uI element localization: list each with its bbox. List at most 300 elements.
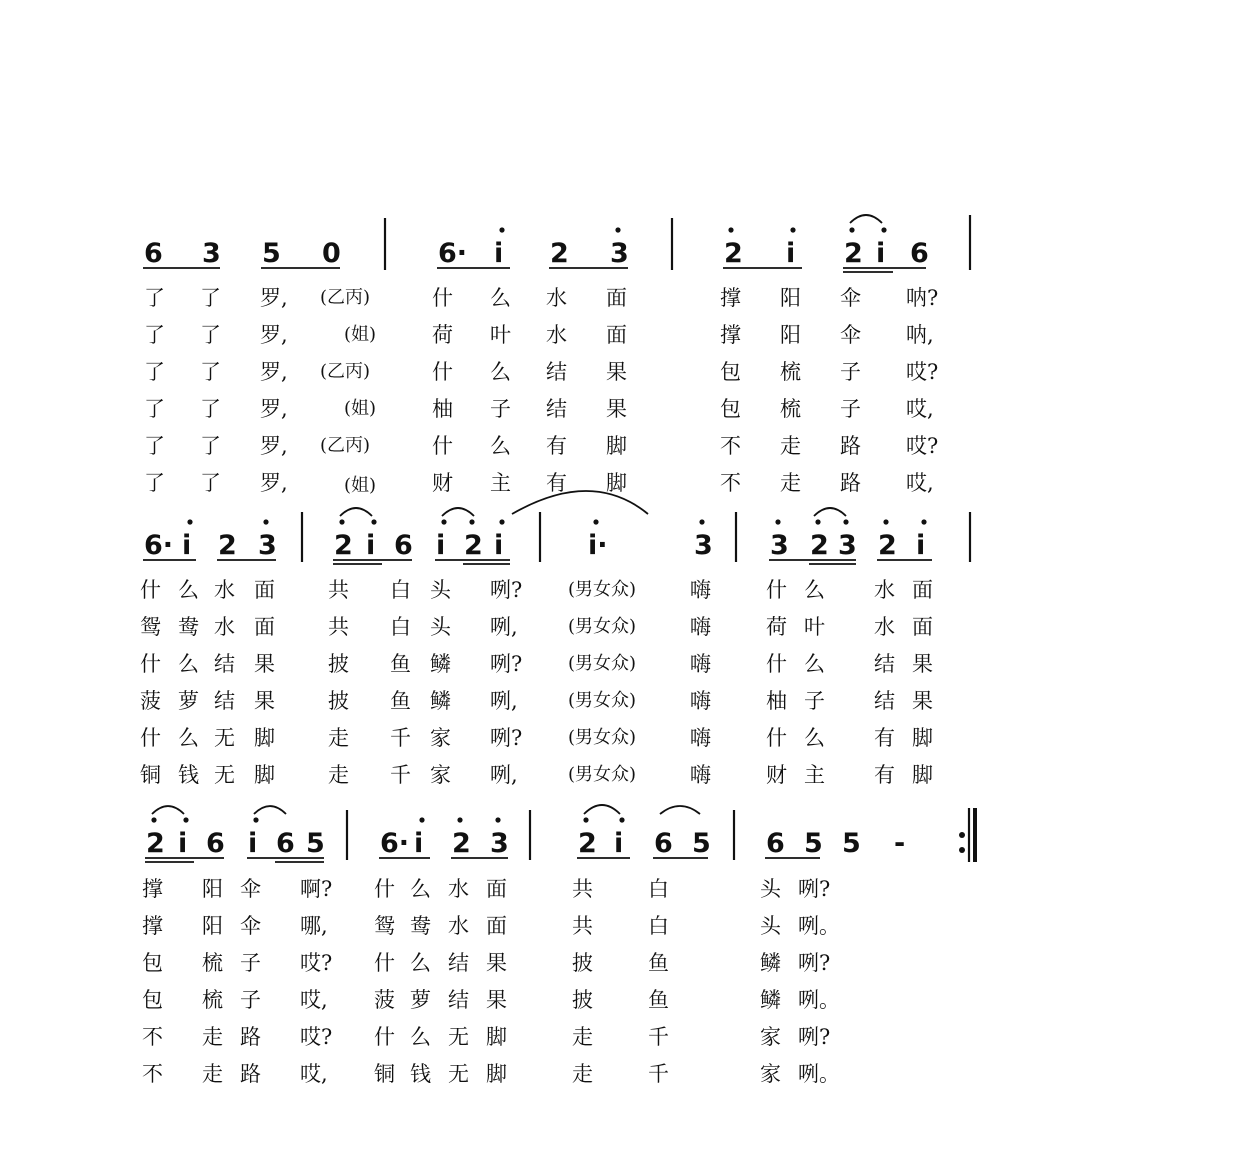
note: i bbox=[414, 828, 424, 859]
note: 2 bbox=[146, 828, 165, 859]
octave-dot bbox=[263, 519, 268, 524]
lyric-aside: (男女众) bbox=[568, 616, 637, 637]
lyric: 鸳 bbox=[140, 615, 161, 639]
lyric: 荷 bbox=[766, 615, 787, 639]
lyric: 什 bbox=[432, 286, 453, 310]
lyric: 不 bbox=[720, 434, 741, 458]
lyric: 包 bbox=[142, 951, 163, 975]
lyric-aside: (男女众) bbox=[568, 690, 637, 711]
lyric: 撑 bbox=[720, 323, 741, 347]
lyric: 鸯 bbox=[410, 914, 431, 938]
lyric: 哪, bbox=[300, 914, 328, 938]
slur bbox=[512, 491, 648, 514]
lyric: 萝 bbox=[410, 988, 431, 1012]
notation-row bbox=[145, 805, 975, 862]
note: 2 bbox=[878, 530, 897, 561]
lyric: 铜 bbox=[140, 763, 161, 787]
lyric: 么 bbox=[410, 877, 431, 901]
lyric: 水 bbox=[874, 578, 895, 602]
lyric: 了 bbox=[144, 434, 165, 458]
lyric: 头 bbox=[430, 578, 451, 602]
lyric: 水 bbox=[546, 323, 567, 347]
lyric: 包 bbox=[720, 397, 741, 421]
lyric: 撑 bbox=[142, 877, 163, 901]
note: 5 bbox=[306, 828, 325, 859]
note: 2 bbox=[464, 530, 483, 561]
lyric: 有 bbox=[874, 763, 895, 787]
lyric: 哎? bbox=[300, 1025, 333, 1049]
lyric: 咧? bbox=[490, 578, 523, 602]
notation-row bbox=[143, 215, 970, 272]
lyric: 咧。 bbox=[798, 1062, 840, 1086]
octave-dot bbox=[419, 817, 424, 822]
lyric: 什 bbox=[432, 360, 453, 384]
lyric: 果 bbox=[912, 652, 933, 676]
lyric: 家 bbox=[760, 1062, 781, 1086]
note: 3 bbox=[694, 530, 713, 561]
lyric: 咧, bbox=[490, 763, 518, 787]
lyric: 荷 bbox=[432, 323, 453, 347]
lyric: 鳞 bbox=[760, 988, 781, 1012]
lyric: 伞 bbox=[240, 877, 261, 901]
lyric: 了 bbox=[144, 323, 165, 347]
note: 2 bbox=[810, 530, 829, 561]
lyric: 阳 bbox=[780, 286, 801, 310]
lyric: 共 bbox=[328, 578, 349, 602]
lyric: 脚 bbox=[486, 1062, 507, 1086]
lyric: 伞 bbox=[840, 286, 861, 310]
lyric: 鱼 bbox=[648, 951, 669, 975]
lyric: 柚 bbox=[432, 397, 453, 421]
lyric: 柚 bbox=[766, 689, 787, 713]
lyric: 罗, bbox=[260, 286, 288, 310]
lyric: 头 bbox=[430, 615, 451, 639]
lyric: 嗨 bbox=[690, 615, 711, 639]
lyric: 水 bbox=[214, 578, 235, 602]
note: i bbox=[916, 530, 926, 561]
lyric: 叶 bbox=[490, 323, 511, 347]
lyric: 果 bbox=[254, 689, 275, 713]
note: 5 bbox=[804, 828, 823, 859]
lyric: 千 bbox=[390, 726, 411, 750]
lyric: 什 bbox=[140, 652, 161, 676]
lyric: 什 bbox=[140, 726, 161, 750]
lyric: 结 bbox=[546, 397, 567, 421]
lyric: 水 bbox=[448, 914, 469, 938]
lyric: 家 bbox=[430, 726, 451, 750]
lyric: 结 bbox=[546, 360, 567, 384]
lyric: 撑 bbox=[720, 286, 741, 310]
note: 5 bbox=[262, 238, 281, 269]
note: 5 bbox=[692, 828, 711, 859]
lyrics-block bbox=[144, 286, 938, 496]
lyric: 不 bbox=[142, 1025, 163, 1049]
lyric: 么 bbox=[178, 726, 199, 750]
note: i· bbox=[588, 530, 608, 561]
lyrics-block bbox=[142, 877, 840, 1086]
lyric: 鱼 bbox=[648, 988, 669, 1012]
lyric: 了 bbox=[200, 360, 221, 384]
lyric: 什 bbox=[432, 434, 453, 458]
lyric: 包 bbox=[720, 360, 741, 384]
octave-dot bbox=[499, 519, 504, 524]
lyric: 么 bbox=[410, 1025, 431, 1049]
lyric: 白 bbox=[648, 877, 669, 901]
lyric: 主 bbox=[804, 763, 825, 787]
octave-dot bbox=[457, 817, 462, 822]
lyric: 哎, bbox=[906, 471, 934, 495]
octave-dot bbox=[815, 519, 820, 524]
note: i bbox=[876, 238, 886, 269]
lyric: 阳 bbox=[780, 323, 801, 347]
lyric: 脚 bbox=[606, 434, 627, 458]
lyric: 千 bbox=[390, 763, 411, 787]
slur bbox=[152, 806, 184, 814]
slur bbox=[584, 805, 620, 814]
note: 2 bbox=[578, 828, 597, 859]
octave-dot bbox=[790, 227, 795, 232]
lyric: 头 bbox=[760, 877, 781, 901]
lyric: 不 bbox=[720, 471, 741, 495]
lyric-aside: (男女众) bbox=[568, 653, 637, 674]
lyric: 咧? bbox=[490, 726, 523, 750]
lyric: 什 bbox=[374, 1025, 395, 1049]
lyric: 共 bbox=[572, 877, 593, 901]
octave-dot bbox=[495, 817, 500, 822]
lyric: 鸳 bbox=[374, 914, 395, 938]
lyric: 果 bbox=[912, 689, 933, 713]
lyric: 披 bbox=[572, 951, 593, 975]
lyric: 罗, bbox=[260, 397, 288, 421]
note: 6· bbox=[380, 828, 410, 859]
lyric: 无 bbox=[448, 1025, 469, 1049]
lyric: 白 bbox=[390, 578, 411, 602]
lyric: 了 bbox=[144, 286, 165, 310]
lyric: 么 bbox=[410, 951, 431, 975]
lyric: 什 bbox=[374, 951, 395, 975]
lyric: 梳 bbox=[780, 360, 801, 384]
note: 2 bbox=[550, 238, 569, 269]
lyric: 鱼 bbox=[390, 652, 411, 676]
octave-dot bbox=[499, 227, 504, 232]
lyric: 阳 bbox=[202, 914, 223, 938]
lyric: 白 bbox=[390, 615, 411, 639]
lyric: 鱼 bbox=[390, 689, 411, 713]
note: 2 bbox=[724, 238, 743, 269]
lyric: 路 bbox=[840, 434, 861, 458]
note: 3 bbox=[610, 238, 629, 269]
lyric: 呐, bbox=[906, 323, 934, 347]
system-1 bbox=[143, 215, 970, 496]
octave-dot bbox=[253, 817, 258, 822]
lyric: 果 bbox=[486, 988, 507, 1012]
lyric: 路 bbox=[840, 471, 861, 495]
note: 2 bbox=[844, 238, 863, 269]
octave-dot bbox=[469, 519, 474, 524]
lyric: 什 bbox=[766, 726, 787, 750]
lyric: 千 bbox=[648, 1025, 669, 1049]
lyric: 果 bbox=[606, 397, 627, 421]
lyric: 子 bbox=[240, 988, 261, 1012]
note: 6 bbox=[394, 530, 413, 561]
lyric: 梳 bbox=[202, 951, 223, 975]
lyric: 嗨 bbox=[690, 726, 711, 750]
lyric: 哎, bbox=[300, 1062, 328, 1086]
lyric: 面 bbox=[606, 323, 627, 347]
lyric: 鳞 bbox=[760, 951, 781, 975]
octave-dot bbox=[371, 519, 376, 524]
note: 5 bbox=[842, 828, 861, 859]
slur bbox=[442, 508, 474, 516]
lyric: 咧? bbox=[798, 951, 831, 975]
lyric: 哎? bbox=[300, 951, 333, 975]
note: i bbox=[786, 238, 796, 269]
lyric: 水 bbox=[448, 877, 469, 901]
lyric: 有 bbox=[546, 471, 567, 495]
lyric: 哎? bbox=[906, 360, 939, 384]
lyric: 鳞 bbox=[430, 689, 451, 713]
lyric-aside: (乙丙) bbox=[320, 361, 371, 382]
octave-dot bbox=[339, 519, 344, 524]
octave-dot bbox=[699, 519, 704, 524]
note: 6 bbox=[766, 828, 785, 859]
lyric: 啊? bbox=[300, 877, 333, 901]
lyric: 嗨 bbox=[690, 763, 711, 787]
lyric: 钱 bbox=[410, 1062, 431, 1086]
slur bbox=[814, 508, 846, 516]
lyric: 无 bbox=[448, 1062, 469, 1086]
lyric: 伞 bbox=[240, 914, 261, 938]
octave-dot bbox=[849, 227, 854, 232]
note: 2 bbox=[334, 530, 353, 561]
system-3 bbox=[142, 805, 975, 1086]
lyric: 财 bbox=[766, 763, 787, 787]
lyric: 家 bbox=[760, 1025, 781, 1049]
lyric-aside: (乙丙) bbox=[320, 287, 371, 308]
lyric: 面 bbox=[254, 615, 275, 639]
lyric-aside: (姐) bbox=[344, 324, 377, 345]
note: 6· bbox=[144, 530, 174, 561]
lyric: 子 bbox=[490, 397, 511, 421]
octave-dot bbox=[843, 519, 848, 524]
lyric: 水 bbox=[546, 286, 567, 310]
lyrics-block bbox=[140, 578, 933, 787]
octave-dot bbox=[151, 817, 156, 822]
note: 6· bbox=[438, 238, 468, 269]
lyric: 什 bbox=[766, 578, 787, 602]
lyric: 果 bbox=[486, 951, 507, 975]
lyric: 罗, bbox=[260, 360, 288, 384]
lyric: 鳞 bbox=[430, 652, 451, 676]
lyric: 了 bbox=[144, 397, 165, 421]
lyric: 财 bbox=[432, 471, 453, 495]
lyric: 什 bbox=[374, 877, 395, 901]
lyric: 哎? bbox=[906, 434, 939, 458]
lyric: 头 bbox=[760, 914, 781, 938]
octave-dot bbox=[881, 227, 886, 232]
lyric-aside: (男女众) bbox=[568, 579, 637, 600]
lyric: 走 bbox=[202, 1062, 223, 1086]
lyric: 了 bbox=[144, 360, 165, 384]
lyric: 咧? bbox=[798, 877, 831, 901]
notation-row bbox=[143, 491, 970, 564]
lyric: 面 bbox=[254, 578, 275, 602]
note: i bbox=[494, 238, 504, 269]
lyric: 不 bbox=[142, 1062, 163, 1086]
lyric: 呐? bbox=[906, 286, 939, 310]
lyric: 结 bbox=[214, 652, 235, 676]
lyric: 走 bbox=[780, 434, 801, 458]
lyric: 么 bbox=[178, 578, 199, 602]
lyric: 走 bbox=[780, 471, 801, 495]
lyric: 子 bbox=[804, 689, 825, 713]
lyric: 面 bbox=[912, 578, 933, 602]
lyric: 脚 bbox=[606, 471, 627, 495]
octave-dot bbox=[187, 519, 192, 524]
lyric: 走 bbox=[572, 1025, 593, 1049]
octave-dot bbox=[615, 227, 620, 232]
lyric: 子 bbox=[840, 360, 861, 384]
lyric: 菠 bbox=[140, 689, 161, 713]
lyric: 嗨 bbox=[690, 689, 711, 713]
lyric: 铜 bbox=[374, 1062, 395, 1086]
lyric: 菠 bbox=[374, 988, 395, 1012]
lyric: 咧, bbox=[490, 689, 518, 713]
lyric: 么 bbox=[490, 286, 511, 310]
octave-dot bbox=[728, 227, 733, 232]
octave-dot bbox=[619, 817, 624, 822]
octave-dot bbox=[921, 519, 926, 524]
note: 6 bbox=[144, 238, 163, 269]
lyric: 么 bbox=[490, 434, 511, 458]
lyric: 面 bbox=[606, 286, 627, 310]
lyric: 路 bbox=[240, 1025, 261, 1049]
lyric: 嗨 bbox=[690, 578, 711, 602]
note: 2 bbox=[218, 530, 237, 561]
lyric: 什 bbox=[766, 652, 787, 676]
note: i bbox=[494, 530, 504, 561]
system-2 bbox=[140, 491, 970, 787]
note: 3 bbox=[770, 530, 789, 561]
lyric: 罗, bbox=[260, 323, 288, 347]
lyric-aside: (姐) bbox=[344, 398, 377, 419]
lyric: 咧? bbox=[490, 652, 523, 676]
note: i bbox=[178, 828, 188, 859]
lyric: 无 bbox=[214, 763, 235, 787]
lyric: 撑 bbox=[142, 914, 163, 938]
lyric: 结 bbox=[448, 988, 469, 1012]
note: 3 bbox=[202, 238, 221, 269]
lyric: 什 bbox=[140, 578, 161, 602]
octave-dot bbox=[583, 817, 588, 822]
note: i bbox=[248, 828, 258, 859]
lyric: 结 bbox=[874, 652, 895, 676]
note: - bbox=[894, 828, 906, 859]
lyric: 脚 bbox=[486, 1025, 507, 1049]
lyric: 路 bbox=[240, 1062, 261, 1086]
lyric: 鸯 bbox=[178, 615, 199, 639]
slur bbox=[254, 806, 286, 814]
lyric: 家 bbox=[430, 763, 451, 787]
lyric: 么 bbox=[804, 726, 825, 750]
lyric: 罗, bbox=[260, 434, 288, 458]
slur bbox=[340, 508, 372, 516]
lyric: 包 bbox=[142, 988, 163, 1012]
lyric: 梳 bbox=[202, 988, 223, 1012]
lyric: 结 bbox=[214, 689, 235, 713]
note: 2 bbox=[452, 828, 471, 859]
lyric: 了 bbox=[200, 323, 221, 347]
note: 6 bbox=[276, 828, 295, 859]
repeat-dot bbox=[959, 832, 965, 838]
lyric: 咧? bbox=[798, 1025, 831, 1049]
lyric: 共 bbox=[572, 914, 593, 938]
lyric: 哎, bbox=[906, 397, 934, 421]
lyric: 了 bbox=[200, 471, 221, 495]
lyric: 么 bbox=[804, 652, 825, 676]
octave-dot bbox=[883, 519, 888, 524]
lyric: 披 bbox=[572, 988, 593, 1012]
octave-dot bbox=[593, 519, 598, 524]
lyric: 梳 bbox=[780, 397, 801, 421]
lyric: 白 bbox=[648, 914, 669, 938]
note: i bbox=[436, 530, 446, 561]
note: 3 bbox=[838, 530, 857, 561]
lyric: 面 bbox=[912, 615, 933, 639]
lyric-aside: (男女众) bbox=[568, 764, 637, 785]
lyric: 水 bbox=[874, 615, 895, 639]
note: 6 bbox=[910, 238, 929, 269]
lyric: 披 bbox=[328, 689, 349, 713]
lyric: 咧, bbox=[490, 615, 518, 639]
lyric: 果 bbox=[606, 360, 627, 384]
lyric: 走 bbox=[328, 726, 349, 750]
note: 3 bbox=[490, 828, 509, 859]
lyric: 钱 bbox=[178, 763, 199, 787]
lyric: 哎, bbox=[300, 988, 328, 1012]
lyric: 么 bbox=[804, 578, 825, 602]
lyric: 咧。 bbox=[798, 988, 840, 1012]
lyric-aside: (姐) bbox=[344, 475, 377, 496]
note: 6 bbox=[206, 828, 225, 859]
repeat-dot bbox=[959, 847, 965, 853]
lyric: 果 bbox=[254, 652, 275, 676]
lyric: 主 bbox=[490, 471, 511, 495]
lyric: 面 bbox=[486, 877, 507, 901]
lyric-aside: (乙丙) bbox=[320, 435, 371, 456]
lyric: 了 bbox=[144, 471, 165, 495]
note: 6 bbox=[654, 828, 673, 859]
lyric: 有 bbox=[874, 726, 895, 750]
note: 3 bbox=[258, 530, 277, 561]
lyric: 走 bbox=[328, 763, 349, 787]
note: i bbox=[366, 530, 376, 561]
lyric: 么 bbox=[178, 652, 199, 676]
lyric: 脚 bbox=[912, 726, 933, 750]
slur bbox=[850, 215, 882, 223]
lyric: 阳 bbox=[202, 877, 223, 901]
lyric: 咧。 bbox=[798, 914, 840, 938]
lyric: 共 bbox=[328, 615, 349, 639]
lyric: 结 bbox=[874, 689, 895, 713]
lyric: 水 bbox=[214, 615, 235, 639]
lyric-aside: (男女众) bbox=[568, 727, 637, 748]
lyric: 走 bbox=[202, 1025, 223, 1049]
lyric: 伞 bbox=[840, 323, 861, 347]
lyric: 走 bbox=[572, 1062, 593, 1086]
lyric: 子 bbox=[240, 951, 261, 975]
lyric: 嗨 bbox=[690, 652, 711, 676]
